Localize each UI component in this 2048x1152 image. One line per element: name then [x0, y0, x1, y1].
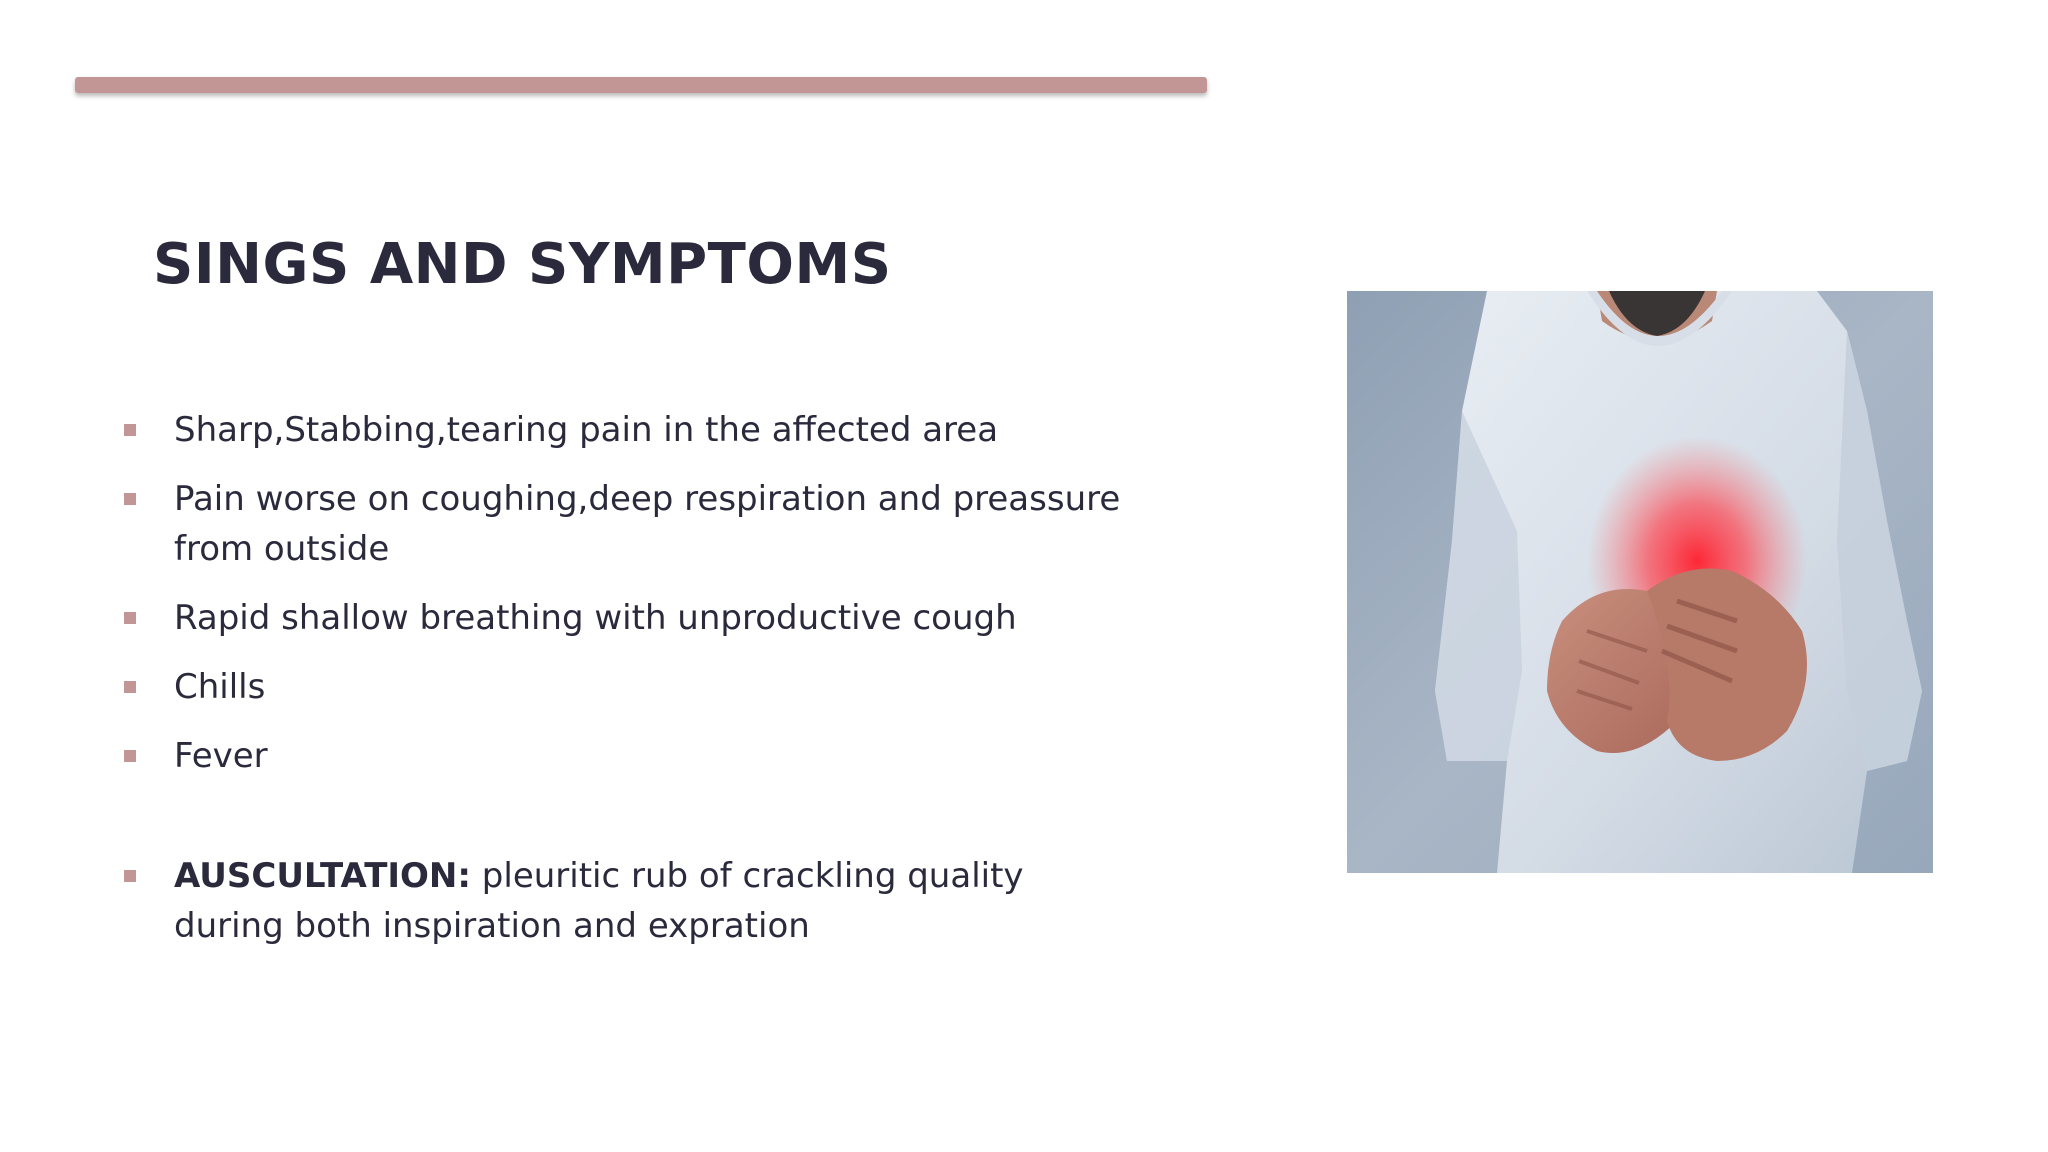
bullet-text: Rapid shallow breathing with unproductive cough: [174, 598, 1017, 638]
bullet-marker-icon: [124, 750, 136, 762]
chest-pain-illustration: [1347, 291, 1933, 873]
bullet-marker-icon: [124, 870, 136, 882]
bullet-item: [124, 662, 1124, 712]
bullet-text: Fever: [174, 736, 268, 776]
bullet-text: pleuritic rub of crackling quality during both inspiration and expration: [174, 856, 1024, 946]
bullet-marker-icon: [124, 493, 136, 505]
bullet-list: [124, 405, 1124, 970]
bullet-item: [124, 474, 1124, 574]
slide-title: SINGS AND SYMPTOMS: [153, 232, 892, 297]
bullet-text: Sharp,Stabbing,tearing pain in the affected area: [174, 410, 999, 450]
bullet-item-auscultation: [124, 851, 1124, 951]
bullet-marker-icon: [124, 681, 136, 693]
bullet-item: [124, 405, 1124, 455]
bullet-marker-icon: [124, 612, 136, 624]
accent-bar: [75, 77, 1207, 93]
bullet-marker-icon: [124, 424, 136, 436]
bullet-text: Pain worse on coughing,deep respiration and preassure from outside: [174, 479, 1121, 569]
bullet-text: Chills: [174, 667, 266, 707]
chest-pain-photo: [1347, 291, 1933, 873]
bullet-item: [124, 593, 1124, 643]
bullet-lead-label: AUSCULTATION:: [174, 856, 471, 896]
bullet-item: [124, 731, 1124, 781]
